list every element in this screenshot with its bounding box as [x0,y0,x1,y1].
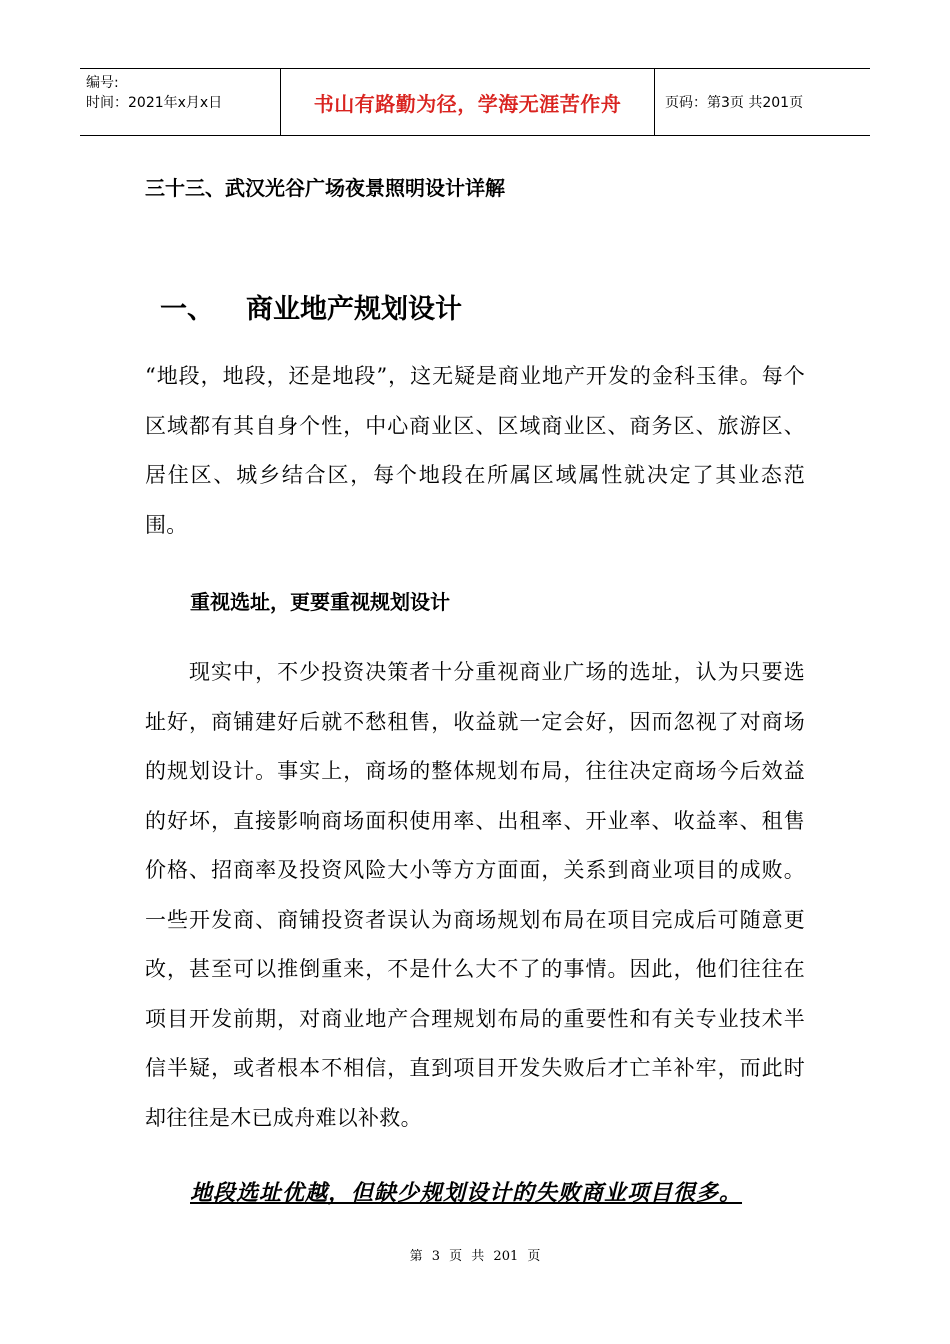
header-motto: 书山有路勤为径，学海无涯苦作舟 [281,69,655,135]
body-paragraph-2: 现实中，不少投资决策者十分重视商业广场的选址，认为只要选址好，商铺建好后就不愁租售，收益就一定会好，因而忽视了对商场的规划设计。事实上，商场的整体规划布局，往往决定商场今后效益的好坏，直接影响商场面积使用率、出租率、开业率、收益率、租售价格、招商率及投资风险大小等方方面面，关系到商业项目的成败。一些开发商、商铺投资者误认为商场规划布局在项目完成后可随意更改，甚至可以推倒重来，不是什么大不了的事情。因此，他们往往在项目开发前期，对商业地产合理规划布局的重要性和有关专业技术半信半疑，或者根本不相信，直到项目开发失败后才亡羊补牢，而此时却往往是木已成舟难以补救。 [145,660,805,1130]
chapter-heading [160,287,462,326]
header-page-code: 页码：第3页 共201页 [665,95,804,111]
emphasis-line: 地段选址优越，但缺少规划设计的失败商业项目很多。 [190,1180,743,1206]
chapter-heading-text: 商业地产规划设计 [246,294,462,325]
section-title: 三十三、武汉光谷广场夜景照明设计详解 [145,176,505,200]
document-number-label: 编号: [86,75,119,91]
page-footer: 第 3 页 共 201 页 [409,1249,541,1264]
header-meta [80,69,281,135]
page-header [80,68,870,136]
body-paragraph-1: “地段，地段，还是地段”，这无疑是商业地产开发的金科玉律。每个区域都有其自身个性，中心商业区、区域商业区、商务区、旅游区、居住区、城乡结合区，每个地段在所属区域属性就决定了其业态范围。 [145,364,805,537]
chapter-heading-number: 一、 [160,294,214,325]
subheading: 重视选址，更要重视规划设计 [190,590,450,614]
document-date: 时间：2021年x月x日 [86,95,223,111]
